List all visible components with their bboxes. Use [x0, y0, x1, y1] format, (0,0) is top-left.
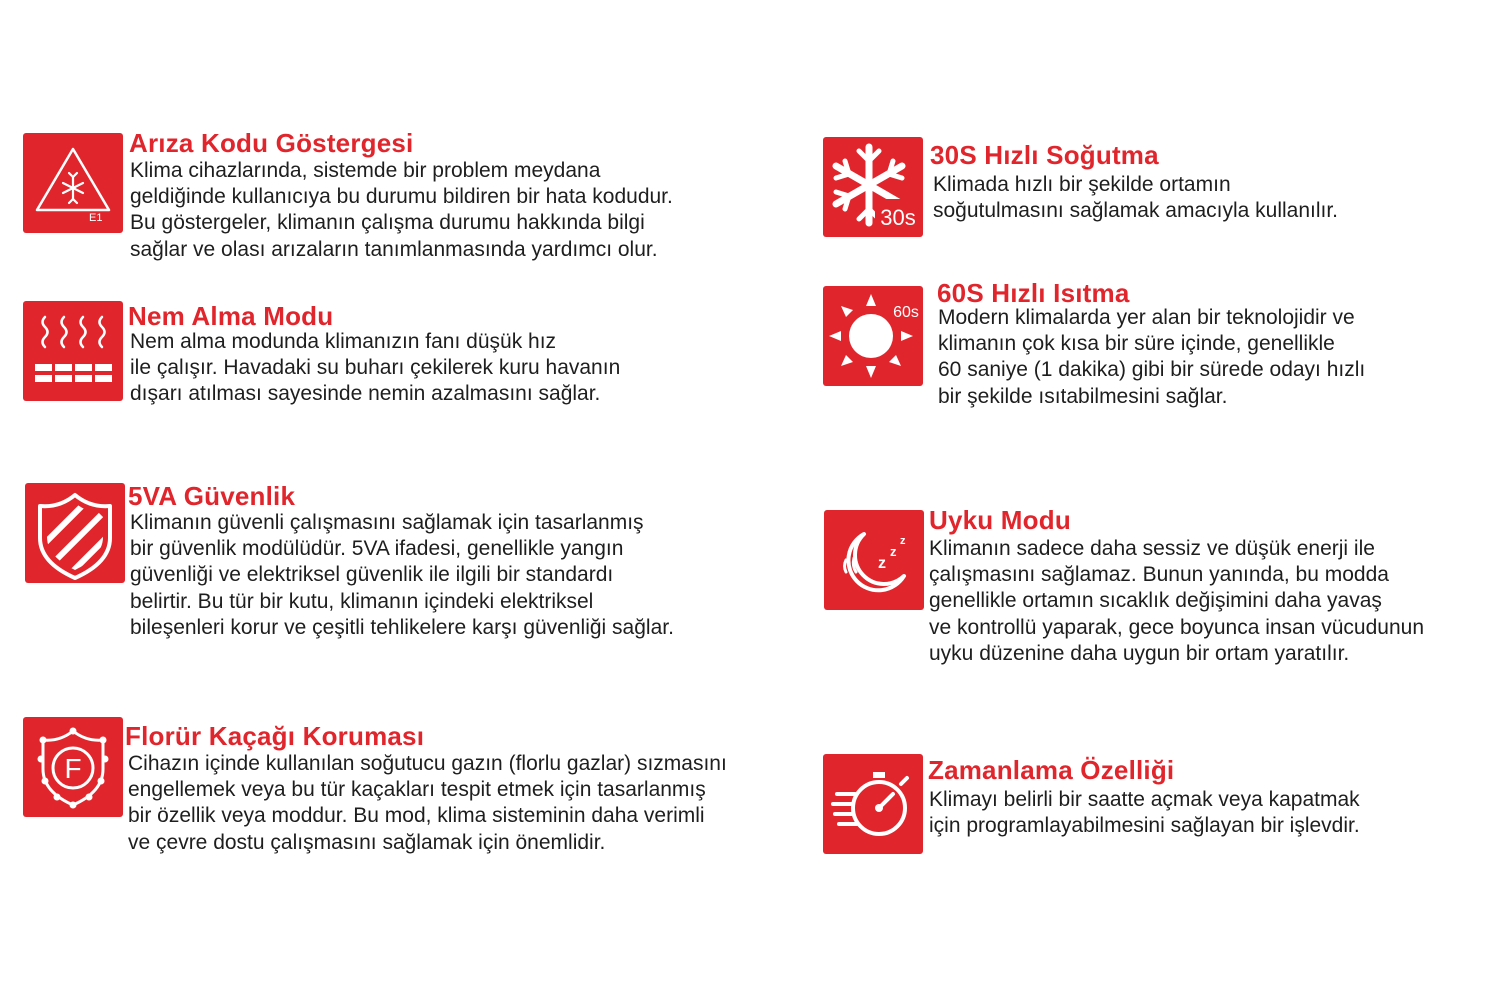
feature-description [130, 329, 620, 408]
desc-line: bir şekilde ısıtabilmesini sağlar. [938, 384, 1228, 408]
desc-line: belirtir. Bu tür bir kutu, klimanın içindeki elektriksel [130, 589, 594, 613]
fluorine-symbol: F [64, 753, 82, 784]
feature-title: Nem Alma Modu [128, 301, 334, 331]
desc-line: Klimayı belirli bir saatte açmak veya kapatmak [929, 788, 1360, 811]
desc-line: uyku düzenine daha uygun bir ortam yaratılır. [929, 641, 1350, 665]
desc-line: Nem alma modunda klimanızın fanı düşük hız [130, 330, 557, 353]
dehumidify-icon [23, 301, 123, 401]
feature-description [130, 158, 673, 263]
feature-title: 60S Hızlı Isıtma [937, 278, 1130, 308]
cooling-seconds-label: 30s [880, 205, 916, 230]
sleep-z-large: z [878, 555, 886, 572]
feature-description [128, 751, 727, 856]
snowflake-icon [823, 137, 923, 237]
desc-line: için programlayabilmesini sağlayan bir işlevdir. [929, 814, 1360, 838]
desc-line: Cihazın içinde kullanılan soğutucu gazın (florlu gazlar) sızmasını [128, 752, 727, 775]
feature-description [130, 510, 674, 641]
sleep-z-small: z [900, 535, 906, 547]
desc-line: Klimanın güvenli çalışmasını sağlamak için tasarlanmış [130, 511, 644, 534]
desc-line: Klima cihazlarında, sistemde bir problem meydana [130, 159, 601, 182]
desc-line: bir güvenlik modülüdür. 5VA ifadesi, genellikle yangın [130, 537, 624, 561]
sun-icon [823, 286, 923, 386]
desc-line: Modern klimalarda yer alan bir teknolojidir ve [938, 306, 1355, 329]
feature-description [929, 787, 1360, 839]
fluorine-leak-shield-icon [23, 717, 123, 817]
feature-title: 5VA Güvenlik [128, 481, 296, 511]
feature-title: Arıza Kodu Göstergesi [129, 128, 414, 158]
desc-line: sağlar ve olası arızaların tanımlanmasında yardımcı olur. [130, 237, 658, 261]
desc-line: Bu göstergeler, klimanın çalışma durumu hakkında bilgi [130, 211, 645, 235]
desc-line: bileşenleri korur ve çeşitli tehlikelere karşı güvenliği sağlar. [130, 615, 674, 639]
desc-line: klimanın çok kısa bir süre içinde, genellikle [938, 332, 1335, 356]
feature-title: 30S Hızlı Soğutma [930, 140, 1159, 170]
desc-line: Klimanın sadece daha sessiz ve düşük enerji ile [929, 537, 1375, 560]
desc-line: ve kontrollü yaparak, gece boyunca insan vücudunun [929, 615, 1424, 639]
error-code-label: E1 [89, 212, 103, 224]
feature-title: Zamanlama Özelliği [928, 755, 1175, 785]
desc-line: bir özellik veya moddur. Bu mod, klima sisteminin daha verimli [128, 804, 705, 828]
desc-line: güvenliği ve elektriksel güvenlik ile ilgili bir standardı [130, 563, 614, 587]
timer-stopwatch-icon [823, 754, 923, 854]
desc-line: geldiğinde kullanıcıya bu durumu bildiren bir hata kodudur. [130, 185, 673, 209]
desc-line: soğutulmasını sağlamak amacıyla kullanılır. [933, 199, 1339, 223]
error-code-warning-icon [23, 133, 123, 233]
desc-line: 60 saniye (1 dakika) gibi bir sürede odayı hızlı [938, 358, 1366, 382]
desc-line: dışarı atılması sayesinde nemin azalmasını sağlar. [130, 382, 601, 406]
feature-description [938, 305, 1365, 410]
feature-description [929, 536, 1424, 667]
desc-line: çalışmasını sağlamaz. Bunun yanında, bu modda [929, 563, 1389, 587]
sleep-z-medium: z [890, 544, 897, 559]
feature-title: Uyku Modu [929, 505, 1071, 535]
sleep-moon-icon [824, 510, 924, 610]
heating-seconds-label: 60s [893, 304, 919, 321]
desc-line: ile çalışır. Havadaki su buharı çekilerek kuru havanın [130, 356, 621, 380]
desc-line: genellikle ortamın sıcaklık değişimini daha yavaş [929, 589, 1382, 613]
feature-description [933, 172, 1338, 224]
desc-line: ve çevre dostu çalışmasını sağlamak için önemlidir. [128, 830, 606, 854]
desc-line: engellemek veya bu tür kaçakları tespit etmek için tasarlanmış [128, 778, 706, 802]
desc-line: Klimada hızlı bir şekilde ortamın [933, 173, 1231, 196]
feature-title: Florür Kaçağı Koruması [125, 721, 425, 751]
shield-icon [25, 483, 125, 583]
